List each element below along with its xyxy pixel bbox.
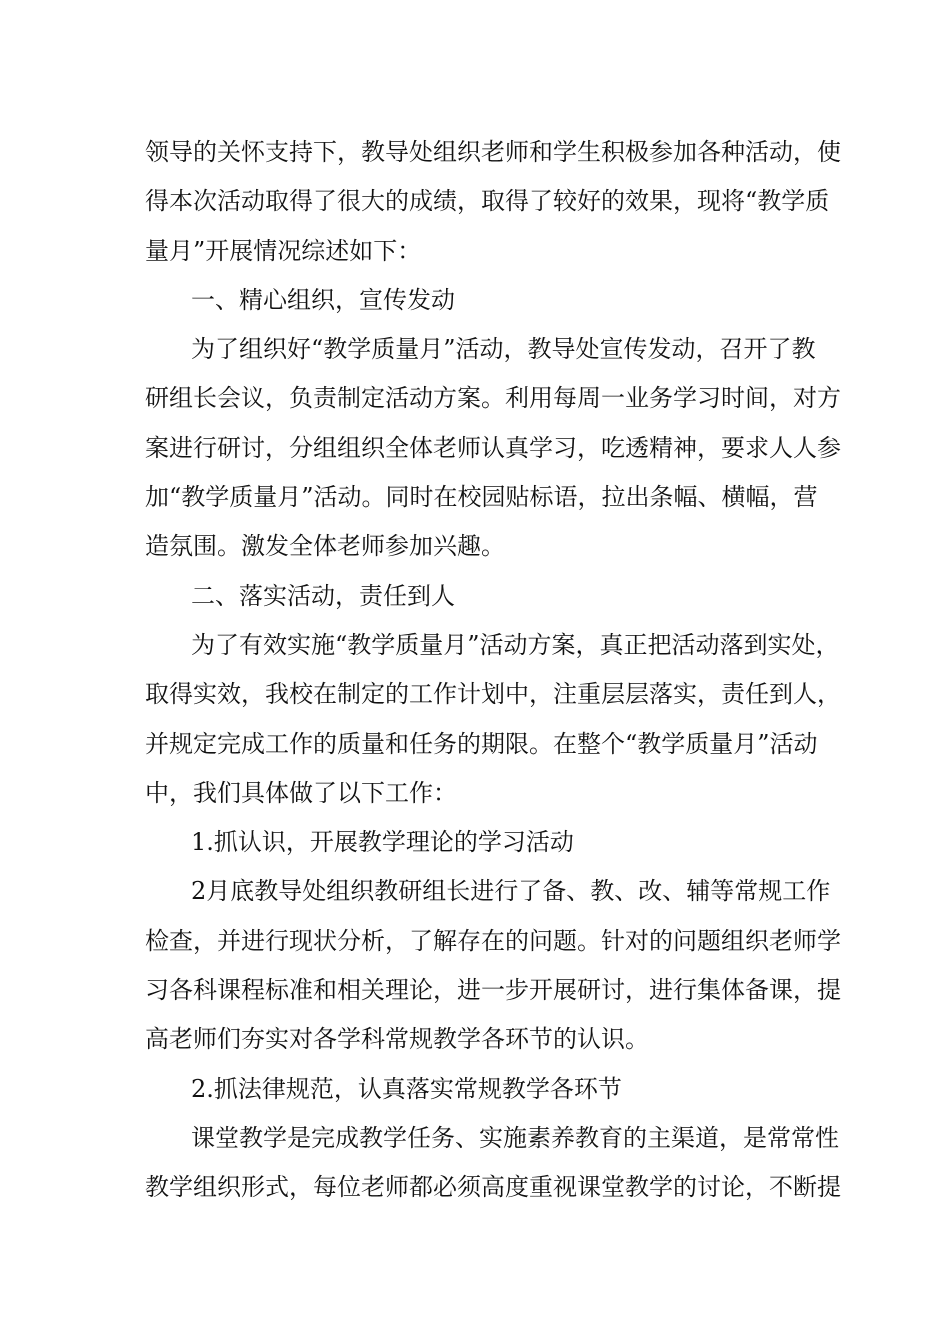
paragraph-line: 检查，并进行现状分析，了解存在的问题。针对的问题组织老师学 (145, 926, 841, 955)
paragraph-line: 领导的关怀支持下，教导处组织老师和学生积极参加各种活动，使 (145, 138, 841, 166)
paragraph-line: 加“教学质量月”活动。同时在校园贴标语，拉出条幅、横幅，营 (145, 483, 818, 512)
section-heading: 一、精心组织，宣传发动 (191, 285, 455, 314)
paragraph-line: 高老师们夯实对各学科常规教学各环节的认识。 (145, 1025, 649, 1054)
paragraph-line: 中，我们具体做了以下工作： (145, 778, 457, 807)
paragraph-line: 量月”开展情况综述如下： (145, 236, 422, 265)
paragraph-line: 案进行研讨，分组组织全体老师认真学习，吃透精神，要求人人参 (145, 433, 841, 462)
paragraph-line: 取得实效，我校在制定的工作计划中，注重层层落实，责任到人， (145, 680, 841, 709)
document-body (145, 128, 841, 1213)
paragraph-line: 为了有效实施“教学质量月”活动方案，真正把活动落到实处， (191, 630, 840, 659)
paragraph-line: 得本次活动取得了很大的成绩，取得了较好的效果，现将“教学质 (145, 187, 830, 216)
paragraph-line: 2月底教导处组织教研组长进行了备、教、改、辅等常规工作 (191, 877, 831, 906)
paragraph-line: 并规定完成工作的质量和任务的期限。在整个“教学质量月”活动 (145, 729, 818, 758)
paragraph-line: 习各科课程标准和相关理论，进一步开展研讨，进行集体备课，提 (145, 976, 841, 1005)
subsection-heading: 1.抓认识，开展教学理论的学习活动 (191, 828, 574, 857)
section-heading: 二、落实活动，责任到人 (191, 581, 455, 610)
paragraph-line: 研组长会议，负责制定活动方案。利用每周一业务学习时间，对方 (145, 384, 841, 413)
paragraph-line: 教学组织形式，每位老师都必须高度重视课堂教学的讨论，不断提 (145, 1173, 841, 1202)
paragraph-line: 造氛围。激发全体老师参加兴趣。 (145, 532, 505, 561)
paragraph-line: 课堂教学是完成教学任务、实施素养教育的主渠道，是常常性 (191, 1123, 839, 1152)
paragraph-line: 为了组织好“教学质量月”活动，教导处宣传发动，召开了教 (191, 335, 816, 364)
subsection-heading: 2.抓法律规范，认真落实常规教学各环节 (191, 1074, 622, 1103)
